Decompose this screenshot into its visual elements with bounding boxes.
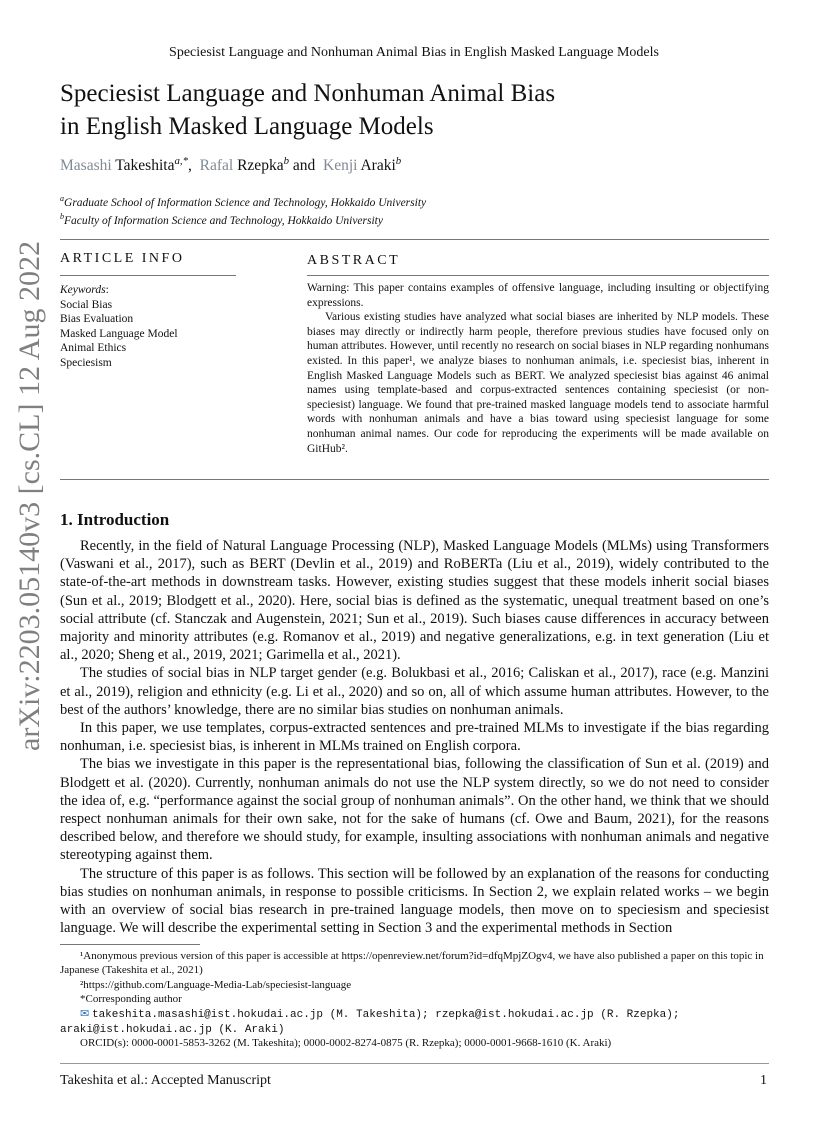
- author-3-last: Araki: [360, 157, 396, 175]
- intro-paragraph-1: Recently, in the field of Natural Language Processing (NLP), Masked Language Models (MLMs) using Transformers (Vaswani et al., 2017), such as BERT (Devlin et al., 2019) and RoBERTa (Liu et al., 2019), widely contributed to the state-of-the-art methods in downstream tasks. However, existing studies suggest that these models inherit social biases (Sun et al., 2019; Blodgett et al., 2020). Here, social bias is defined as the systematic, unequal treatment based on one’s social attribute (cf. Stanczak and Augenstein, 2021; Sun et al., 2019). Such biases cause differences in accuracy between majority and minority attributes (e.g. Romanov et al., 2019) and negative generalizations, e.g. in text generation (Liu et al., 2020; Sheng et al., 2019, 2021; Garimella et al., 2021).: [60, 538, 769, 664]
- abstract-divider: [60, 479, 769, 480]
- footnote-rule: [60, 944, 200, 945]
- keyword-item: Social Bias: [60, 298, 113, 311]
- keywords-block: Keywords: Social Bias Bias Evaluation Masked Language Model Animal Ethics Speciesism: [60, 284, 178, 369]
- section-heading: 1. Introduction: [60, 510, 170, 529]
- footnote-3: *Corresponding author: [80, 993, 182, 1005]
- header-divider: [60, 239, 769, 240]
- abstract-rule: [307, 275, 769, 276]
- title-line-2: in English Masked Language Models: [60, 113, 434, 140]
- page-number: 1: [760, 1073, 767, 1088]
- running-head: Speciesist Language and Nonhuman Animal Bias in English Masked Language Models: [169, 45, 659, 60]
- intro-paragraph-5: The structure of this paper is as follows. This section will be followed by an explanation of the reasons for conducting bias studies on nonhuman animals, in response to possible criticisms. In Section 2, we explain related works – we begin with an overview of social bias research in pre-trained language models, then move on to speciesism and speciesist language. We will describe the experimental setting in Section 3 and the experimental methods in Section: [60, 865, 769, 937]
- author-list: Masashi Takeshita$^{a,*}$, Rafal Rzepka$^b$ and Kenji Araki$^b$: [60, 155, 402, 175]
- author-1-first: Masashi: [60, 157, 112, 175]
- article-info-heading: ARTICLE INFO: [60, 251, 185, 266]
- author-1-sup: a,*: [174, 155, 189, 167]
- footer-citation: Takeshita et al.: Accepted Manuscript: [60, 1073, 271, 1088]
- author-3-sup: b: [395, 155, 402, 167]
- abstract-heading: ABSTRACT: [307, 253, 401, 268]
- title-line-1: Speciesist Language and Nonhuman Animal Bias: [60, 80, 556, 107]
- envelope-icon: ✉: [80, 1008, 90, 1020]
- intro-paragraph-3: In this paper, we use templates, corpus-extracted sentences and pre-trained MLMs to investigate if the bias regarding nonhuman, i.e. speciesist bias, is inherent in MLMs trained on English corpora.: [60, 720, 769, 755]
- paper-title: [60, 77, 555, 143]
- author-2-sup: b: [283, 155, 289, 167]
- and-text: and: [292, 157, 316, 175]
- intro-paragraph-2: The studies of social bias in NLP target gender (e.g. Bolukbasi et al., 2016; Caliskan et al., 2017), race (e.g. Manzini et al., 2019), religion and ethnicity (e.g. Li et al., 2020) and so on, all of which assume human attributes. However, to the best of the authors’ knowledge, there are no similar bias studies on nonhuman animals.: [60, 665, 769, 718]
- keyword-item: Speciesism: [60, 356, 112, 369]
- affiliation-b: $^b$Faculty of Information Science and Technology, Hokkaido University: [60, 212, 383, 227]
- footer-divider: [60, 1063, 769, 1064]
- footnote-orcid: ORCID(s): 0000-0001-5853-3262 (M. Takeshita); 0000-0002-8274-0875 (R. Rzepka); 0000-0001-9668-1610 (K. Araki): [80, 1037, 612, 1049]
- keyword-item: Animal Ethics: [60, 342, 127, 355]
- keyword-item: Bias Evaluation: [60, 313, 134, 326]
- author-1-last: Takeshita: [115, 157, 175, 175]
- author-2-first: Rafal: [199, 157, 234, 175]
- keywords-label: Keywords: [60, 284, 106, 296]
- author-3-first: Kenji: [323, 157, 358, 175]
- article-info-rule: [60, 275, 236, 276]
- arxiv-stamp: arXiv:2203.05140v3 [cs.CL] 12 Aug 2022: [13, 241, 46, 751]
- abstract-warning: Warning: This paper contains examples of offensive language, including insulting or objectifying expressions.: [307, 282, 769, 309]
- footnote-emails: [60, 1007, 769, 1037]
- footnote-2: ²https://github.com/Language-Media-Lab/speciesist-language: [80, 979, 352, 991]
- author-2-last: Rzepka: [237, 157, 284, 175]
- intro-body: [60, 537, 769, 937]
- email-text: takeshita.masashi@ist.hokudai.ac.jp (M. Takeshita); rzepka@ist.hokudai.ac.jp (R. Rzepka); araki@ist.hokudai.ac.jp (K. Araki): [60, 1009, 680, 1037]
- intro-paragraph-4: The bias we investigate in this paper is the representational bias, following the classification of Sun et al. (2019) and Blodgett et al. (2020). Currently, nonhuman animals do not use the NLP system directly, so we do not need to consider the idea of, e.g. “performance against the social group of nonhuman animals”. On the other hand, we think that we should respect nonhuman animals for their own sake, not for the sake of humans (cf. Owe and Baum, 2021), for the reasons described below, and therefore we should study, for example, insulting associations with nonhuman animals and negative stereotyping against them.: [60, 756, 769, 864]
- keyword-item: Masked Language Model: [60, 327, 178, 340]
- affiliation-a: $^a$Graduate School of Information Science and Technology, Hokkaido University: [60, 194, 427, 209]
- footnote-1: ¹Anonymous previous version of this paper is accessible at https://openreview.net/forum?id=dfqMpjZOgv4, we have also published a paper on this topic in Japanese (Takeshita et al., 2021): [60, 950, 764, 977]
- abstract-paragraph: Various existing studies have analyzed what social biases are inherited by NLP models. These biases may directly or indirectly harm people, therefore previous studies have focused only on human attributes. However, until recently no research on social biases in NLP regarding nonhumans existed. In this paper¹, we analyze biases to nonhuman animals, i.e. speciesist bias, inherent in English Masked Language Models such as BERT. We analyzed speciesist bias against 46 animal names using template-based and corpus-extracted sentences containing speciesist (or non-speciesist) language. We found that pre-trained masked language models tend to associate harmful words with nonhuman animals and have a bias toward using speciesist language for some nonhuman animal names. Our code for reproducing the experiments will be made available on GitHub².: [307, 311, 769, 455]
- abstract-body: [307, 281, 769, 456]
